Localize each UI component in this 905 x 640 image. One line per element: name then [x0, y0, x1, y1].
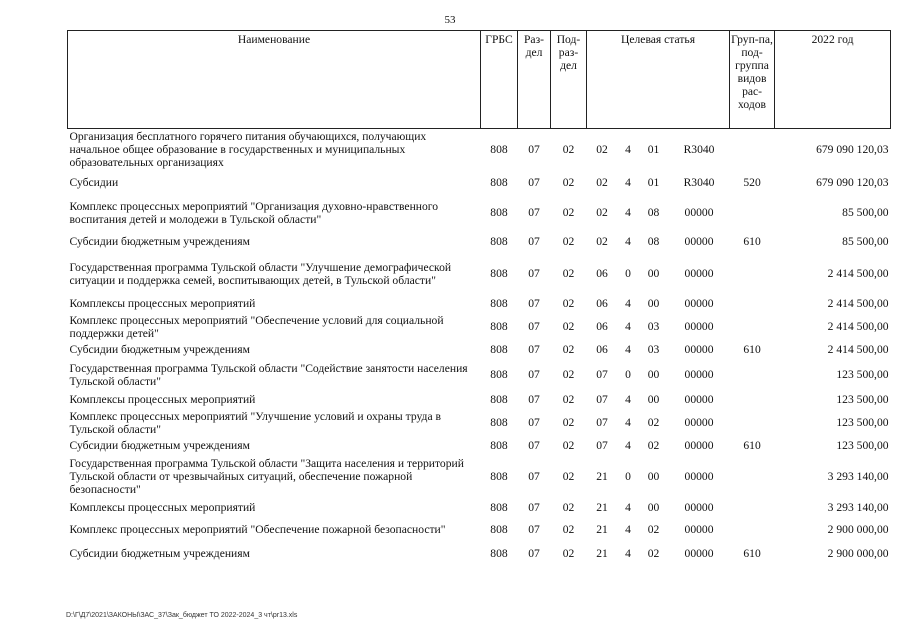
row-grbs: 808	[490, 206, 508, 219]
row-expense-group: 610	[743, 439, 761, 452]
row-section: 07	[528, 206, 540, 219]
row-section: 07	[528, 393, 540, 406]
row-target-program: 07	[596, 368, 608, 381]
row-amount: 679 090 120,03	[816, 143, 889, 157]
row-target-direction: 00000	[684, 267, 714, 280]
row-subsection: 02	[562, 501, 575, 514]
row-target-direction: 00000	[684, 297, 714, 310]
row-expense-group	[730, 409, 775, 437]
row-expense-group: 610	[743, 235, 761, 248]
row-target-type: 4	[625, 343, 631, 356]
row-section: 07	[528, 235, 540, 248]
row-expense-group	[730, 253, 775, 295]
row-expense-group	[730, 295, 775, 313]
budget-table	[67, 30, 891, 565]
row-target-type: 0	[625, 267, 631, 280]
table-row	[68, 313, 891, 341]
row-target-program: 07	[596, 393, 608, 406]
row-target-complex: 02	[647, 547, 660, 560]
row-target-direction: 00000	[684, 343, 714, 356]
row-target-complex: 08	[647, 206, 660, 219]
row-target-complex: 02	[647, 439, 660, 452]
row-target-type: 4	[625, 143, 631, 157]
row-subsection: 02	[562, 320, 575, 333]
header-target-article: Целевая статья	[587, 31, 730, 129]
row-grbs: 808	[490, 143, 508, 157]
row-grbs: 808	[490, 368, 508, 381]
row-section: 07	[528, 470, 540, 483]
row-target-direction: 00000	[684, 416, 714, 429]
row-target-complex: 00	[647, 470, 660, 483]
row-target-program: 02	[596, 176, 608, 189]
row-target-type: 4	[625, 235, 631, 248]
table-row	[68, 499, 891, 517]
row-target-direction: 00000	[684, 547, 714, 560]
row-grbs: 808	[490, 267, 508, 280]
row-target-program: 21	[596, 501, 608, 514]
table-row	[68, 455, 891, 499]
header-grbs: ГРБС	[481, 31, 518, 129]
row-target-direction: 00000	[684, 368, 714, 381]
row-name: Комплексы процессных мероприятий	[69, 501, 256, 514]
page-number: 53	[444, 14, 456, 26]
row-target-program: 21	[596, 547, 608, 560]
row-target-program: 02	[596, 143, 608, 157]
header-subsection: Под-раз-дел	[551, 31, 587, 129]
row-amount: 2 414 500,00	[827, 267, 889, 280]
row-subsection: 02	[562, 235, 575, 248]
row-target-complex: 02	[647, 523, 660, 536]
row-target-type: 4	[625, 416, 631, 429]
row-target-type: 4	[625, 523, 631, 536]
row-subsection: 02	[562, 368, 575, 381]
row-section: 07	[528, 523, 540, 536]
row-grbs: 808	[490, 501, 508, 514]
row-name: Государственная программа Тульской области "Защита населения и территорий Тульской области от чрезвычайных ситуаций, обеспечение пожарной безопасности"	[69, 457, 464, 496]
row-target-complex: 01	[647, 143, 660, 157]
row-section: 07	[528, 547, 540, 560]
row-amount: 2 900 000,00	[827, 547, 889, 560]
row-section: 07	[528, 267, 540, 280]
row-section: 07	[528, 501, 540, 514]
row-subsection: 02	[562, 206, 575, 219]
row-subsection: 02	[562, 547, 575, 560]
row-name: Комплекс процессных мероприятий "Организация духовно-нравственного воспитания детей и молодежи в Тульской области"	[69, 199, 439, 226]
row-name: Субсидии бюджетным учреждениям	[69, 547, 250, 560]
row-subsection: 02	[562, 470, 575, 483]
row-target-type: 4	[625, 547, 631, 560]
row-target-type: 4	[625, 439, 631, 452]
file-path-footer: D:\Г\Д7\2021\ЗАКОНЫ\ЗАС_37\Зак_бюджет ТО 2022-2024_3 чт\pr13.xls	[66, 612, 298, 619]
row-grbs: 808	[490, 523, 508, 536]
row-target-type: 4	[625, 501, 631, 514]
row-name: Государственная программа Тульской области "Содействие занятости населения Тульской области"	[69, 361, 468, 388]
header-year: 2022 год	[775, 31, 891, 129]
table-row	[68, 409, 891, 437]
row-target-type: 0	[625, 368, 631, 381]
row-target-program: 07	[596, 416, 608, 429]
row-amount: 679 090 120,03	[816, 176, 889, 189]
row-grbs: 808	[490, 343, 508, 356]
row-target-direction: R3040	[683, 176, 715, 189]
row-subsection: 02	[562, 439, 575, 452]
row-subsection: 02	[562, 523, 575, 536]
table-row	[68, 295, 891, 313]
row-subsection: 02	[562, 416, 575, 429]
table-row	[68, 231, 891, 253]
row-expense-group	[730, 455, 775, 499]
row-name: Субсидии бюджетным учреждениям	[69, 235, 250, 248]
row-section: 07	[528, 416, 540, 429]
row-expense-group	[730, 499, 775, 517]
row-target-direction: 00000	[684, 206, 714, 219]
table-row	[68, 129, 891, 171]
row-name: Государственная программа Тульской области "Улучшение демографической ситуации и поддержка семей, воспитывающих детей, в Тульской области"	[69, 260, 452, 287]
row-grbs: 808	[490, 439, 508, 452]
row-name: Субсидии бюджетным учреждениям	[69, 439, 250, 452]
row-target-direction: 00000	[684, 320, 714, 333]
table-row	[68, 437, 891, 455]
table-row	[68, 517, 891, 543]
row-target-complex: 00	[647, 267, 660, 280]
row-target-direction: R3040	[683, 143, 715, 157]
row-grbs: 808	[490, 235, 508, 248]
row-expense-group	[730, 391, 775, 409]
row-target-program: 21	[596, 523, 608, 536]
row-name: Комплексы процессных мероприятий	[69, 297, 256, 310]
row-grbs: 808	[490, 320, 508, 333]
row-name: Субсидии	[69, 176, 119, 189]
row-amount: 2 414 500,00	[827, 320, 889, 333]
row-target-direction: 00000	[684, 439, 714, 452]
row-target-complex: 00	[647, 297, 660, 310]
row-grbs: 808	[490, 416, 508, 429]
table-row	[68, 543, 891, 565]
row-subsection: 02	[562, 267, 575, 280]
row-amount: 123 500,00	[836, 439, 889, 452]
row-amount: 123 500,00	[836, 416, 889, 429]
row-expense-group: 520	[743, 176, 761, 189]
table-row	[68, 359, 891, 391]
row-amount: 123 500,00	[836, 393, 889, 406]
row-amount: 123 500,00	[836, 368, 889, 381]
row-name: Комплекс процессных мероприятий "Обеспечение условий для социальной поддержки детей"	[69, 313, 444, 340]
row-target-program: 02	[596, 206, 608, 219]
row-name: Организация бесплатного горячего питания обучающихся, получающих начальное общее образование в государственных и муниципальных образовательных организациях	[69, 130, 427, 170]
table-body	[68, 129, 891, 565]
row-target-type: 4	[625, 393, 631, 406]
row-subsection: 02	[562, 393, 575, 406]
row-target-complex: 02	[647, 416, 660, 429]
row-target-type: 4	[625, 297, 631, 310]
table-row	[68, 391, 891, 409]
row-amount: 2 414 500,00	[827, 297, 889, 310]
row-section: 07	[528, 320, 540, 333]
row-amount: 85 500,00	[842, 235, 889, 248]
table-row	[68, 171, 891, 195]
row-target-direction: 00000	[684, 393, 714, 406]
row-target-complex: 03	[647, 343, 660, 356]
row-expense-group	[730, 313, 775, 341]
row-target-program: 06	[596, 320, 608, 333]
row-target-type: 4	[625, 176, 631, 189]
row-grbs: 808	[490, 547, 508, 560]
row-target-complex: 08	[647, 235, 660, 248]
header-expense-group: Груп-па, под-группа видов рас-ходов	[730, 31, 775, 129]
header-name: Наименование	[68, 31, 481, 129]
row-target-program: 06	[596, 267, 608, 280]
row-name: Комплекс процессных мероприятий "Обеспечение пожарной безопасности"	[69, 523, 446, 536]
row-target-program: 07	[596, 439, 608, 452]
row-target-complex: 01	[647, 176, 660, 189]
row-expense-group	[730, 195, 775, 231]
row-section: 07	[528, 176, 540, 189]
table-row	[68, 195, 891, 231]
row-amount: 3 293 140,00	[827, 470, 889, 483]
header-row	[68, 31, 891, 129]
row-target-type: 4	[625, 206, 631, 219]
row-grbs: 808	[490, 176, 508, 189]
row-target-complex: 00	[647, 393, 660, 406]
row-target-direction: 00000	[684, 523, 714, 536]
row-target-program: 06	[596, 297, 608, 310]
row-section: 07	[528, 143, 540, 157]
row-expense-group	[730, 129, 775, 171]
row-amount: 2 900 000,00	[827, 523, 889, 536]
row-grbs: 808	[490, 297, 508, 310]
row-section: 07	[528, 439, 540, 452]
row-amount: 3 293 140,00	[827, 501, 889, 514]
row-target-direction: 00000	[684, 470, 714, 483]
row-target-direction: 00000	[684, 235, 714, 248]
row-target-type: 0	[625, 470, 631, 483]
row-name: Субсидии бюджетным учреждениям	[69, 343, 250, 356]
row-section: 07	[528, 368, 540, 381]
row-name: Комплекс процессных мероприятий "Улучшение условий и охраны труда в Тульской области"	[69, 409, 441, 436]
row-expense-group	[730, 517, 775, 543]
row-subsection: 02	[562, 176, 575, 189]
row-target-program: 02	[596, 235, 608, 248]
row-section: 07	[528, 343, 540, 356]
row-subsection: 02	[562, 343, 575, 356]
table-row	[68, 341, 891, 359]
row-expense-group: 610	[743, 547, 761, 560]
row-target-program: 06	[596, 343, 608, 356]
row-target-program: 21	[596, 470, 608, 483]
row-expense-group: 610	[743, 343, 761, 356]
row-target-direction: 00000	[684, 501, 714, 514]
row-subsection: 02	[562, 297, 575, 310]
row-target-complex: 00	[647, 501, 660, 514]
row-section: 07	[528, 297, 540, 310]
row-grbs: 808	[490, 393, 508, 406]
row-target-complex: 03	[647, 320, 660, 333]
row-amount: 85 500,00	[842, 206, 889, 219]
header-section: Раз-дел	[518, 31, 551, 129]
row-subsection: 02	[562, 143, 575, 157]
table-row	[68, 253, 891, 295]
row-amount: 2 414 500,00	[827, 343, 889, 356]
row-grbs: 808	[490, 470, 508, 483]
row-name: Комплексы процессных мероприятий	[69, 393, 256, 406]
row-target-complex: 00	[647, 368, 660, 381]
row-expense-group	[730, 359, 775, 391]
row-target-type: 4	[625, 320, 631, 333]
